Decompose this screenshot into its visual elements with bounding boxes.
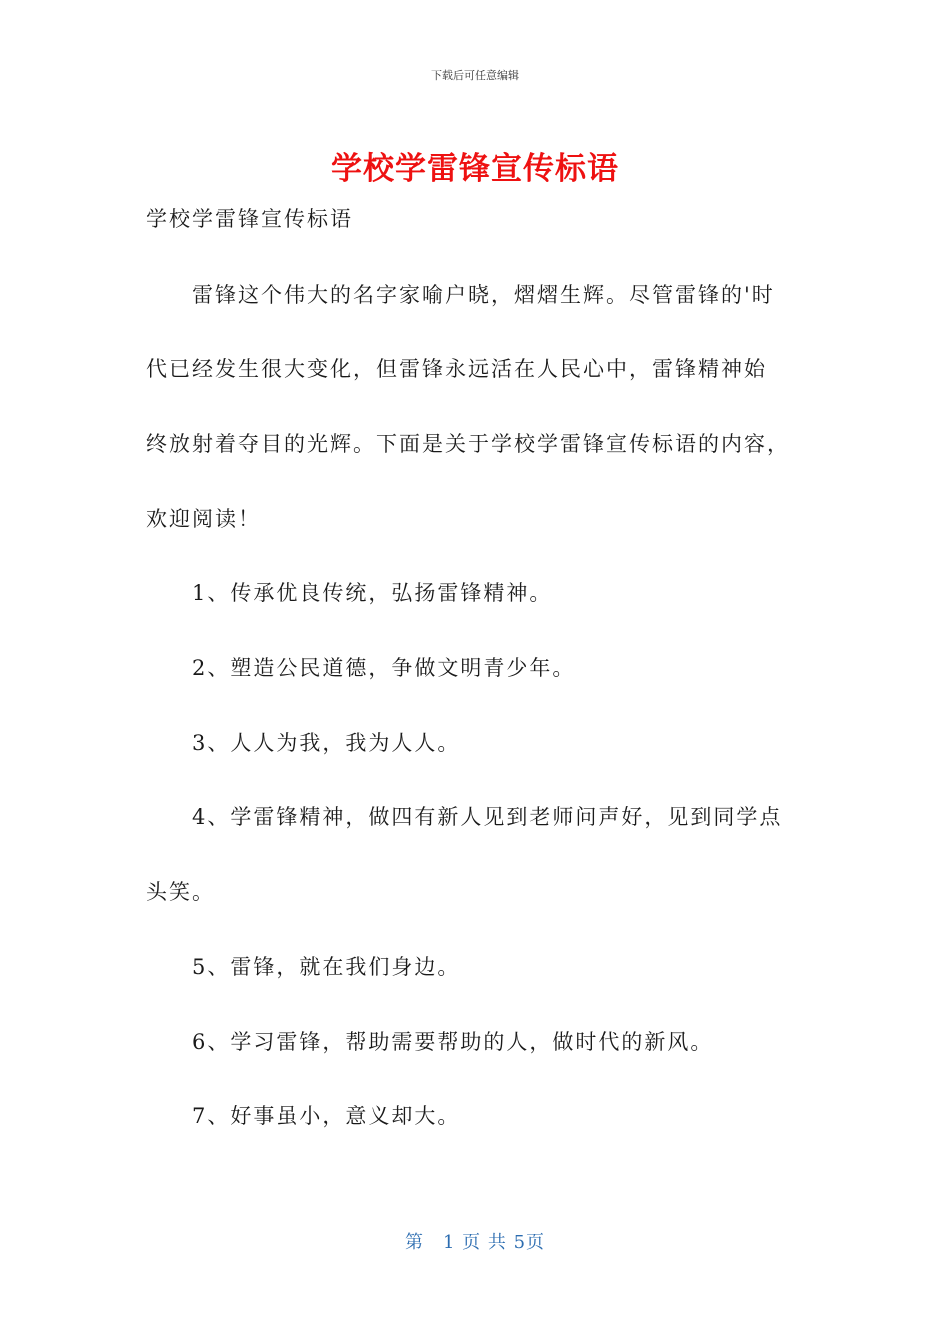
slogan-item-5: 5、雷锋，就在我们身边。 <box>146 955 461 979</box>
slogan-item-6: 6、学习雷锋，帮助需要帮助的人，做时代的新风。 <box>146 1030 714 1054</box>
intro-line-3: 终放射着夺目的光辉。下面是关于学校学雷锋宣传标语的内容， <box>146 432 790 456</box>
intro-line-1: 雷锋这个伟大的名字家喻户晓，熠熠生辉。尽管雷锋的'时 <box>146 283 775 307</box>
slogan-item-4: 4、学雷锋精神，做四有新人见到老师问声好，见到同学点 <box>146 805 783 829</box>
intro-line-4: 欢迎阅读！ <box>146 507 261 531</box>
page-number-footer: 第 1 页 共 5页 <box>404 1232 546 1253</box>
document-subtitle: 学校学雷锋宣传标语 <box>146 207 353 231</box>
slogan-item-7: 7、好事虽小，意义却大。 <box>146 1104 461 1128</box>
header-note: 下载后可任意编辑 <box>431 69 519 82</box>
slogan-item-3: 3、人人为我，我为人人。 <box>146 731 461 755</box>
slogan-item-2: 2、塑造公民道德，争做文明青少年。 <box>146 656 576 680</box>
slogan-item-4-continued: 头笑。 <box>146 880 215 904</box>
document-title: 学校学雷锋宣传标语 <box>331 151 619 187</box>
slogan-item-1: 1、传承优良传统，弘扬雷锋精神。 <box>146 581 553 605</box>
intro-line-2: 代已经发生很大变化，但雷锋永远活在人民心中，雷锋精神始 <box>146 357 767 381</box>
